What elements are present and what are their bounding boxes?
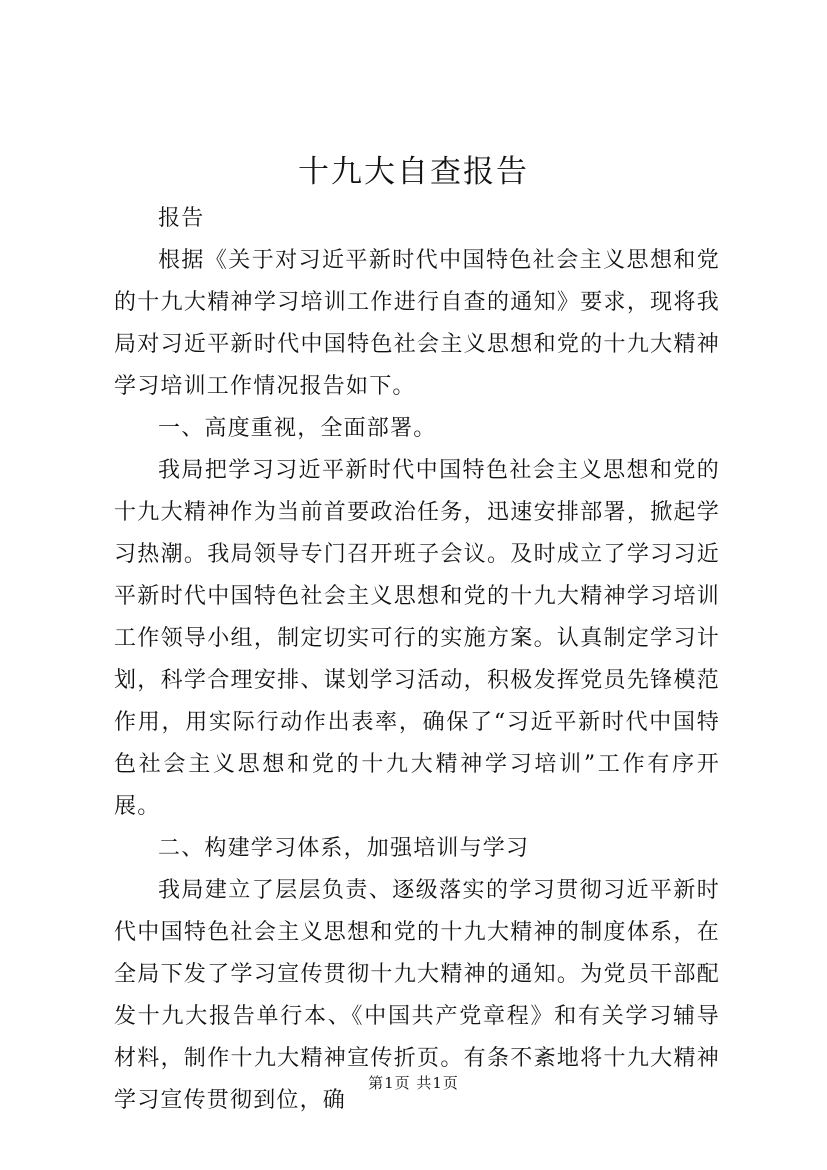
paragraph-heading-report: 报告 (158, 206, 205, 231)
document-title: 十九大自查报告 (298, 154, 529, 190)
paragraph-section-1: 我局把学习习近平新时代中国特色社会主义思想和党的十九大精神作为当前首要政治任务，迅速安排部署，掀起学习热潮。我局领导专门召开班子会议。及时成立了学习习近平新时代中国特色社会主义思想和党的十九大精神学习培训工作领导小组，制定切实可行的实施方案。认真制定学习计划，科学合理安排、谋划学习活动，积极发挥党员先锋模范作用，用实际行动作出表率，确保了“习近平新时代中国特色社会主义思想和党的十九大精神学习培训”工作有序开展。 (114, 458, 720, 819)
section-heading-1: 一、高度重视，全面部署。 (158, 416, 437, 441)
page-footer: 第1页 共1页 (368, 1074, 459, 1092)
document-body (114, 198, 720, 1122)
paragraph-intro: 根据《关于对习近平新时代中国特色社会主义思想和党的十九大精神学习培训工作进行自查的通知》要求，现将我局对习近平新时代中国特色社会主义思想和党的十九大精神学习培训工作情况报告如下。 (114, 248, 720, 399)
section-heading-2: 二、构建学习体系，加强培训与学习 (158, 836, 530, 861)
paragraph-section-2: 我局建立了层层负责、逐级落实的学习贯彻习近平新时代中国特色社会主义思想和党的十九大精神的制度体系，在全局下发了学习宣传贯彻十九大精神的通知。为党员干部配发十九大报告单行本、《中国共产党章程》和有关学习辅导材料，制作十九大精神宣传折页。有条不紊地将十九大精神学习宣传贯彻到位，确 (114, 878, 720, 1113)
